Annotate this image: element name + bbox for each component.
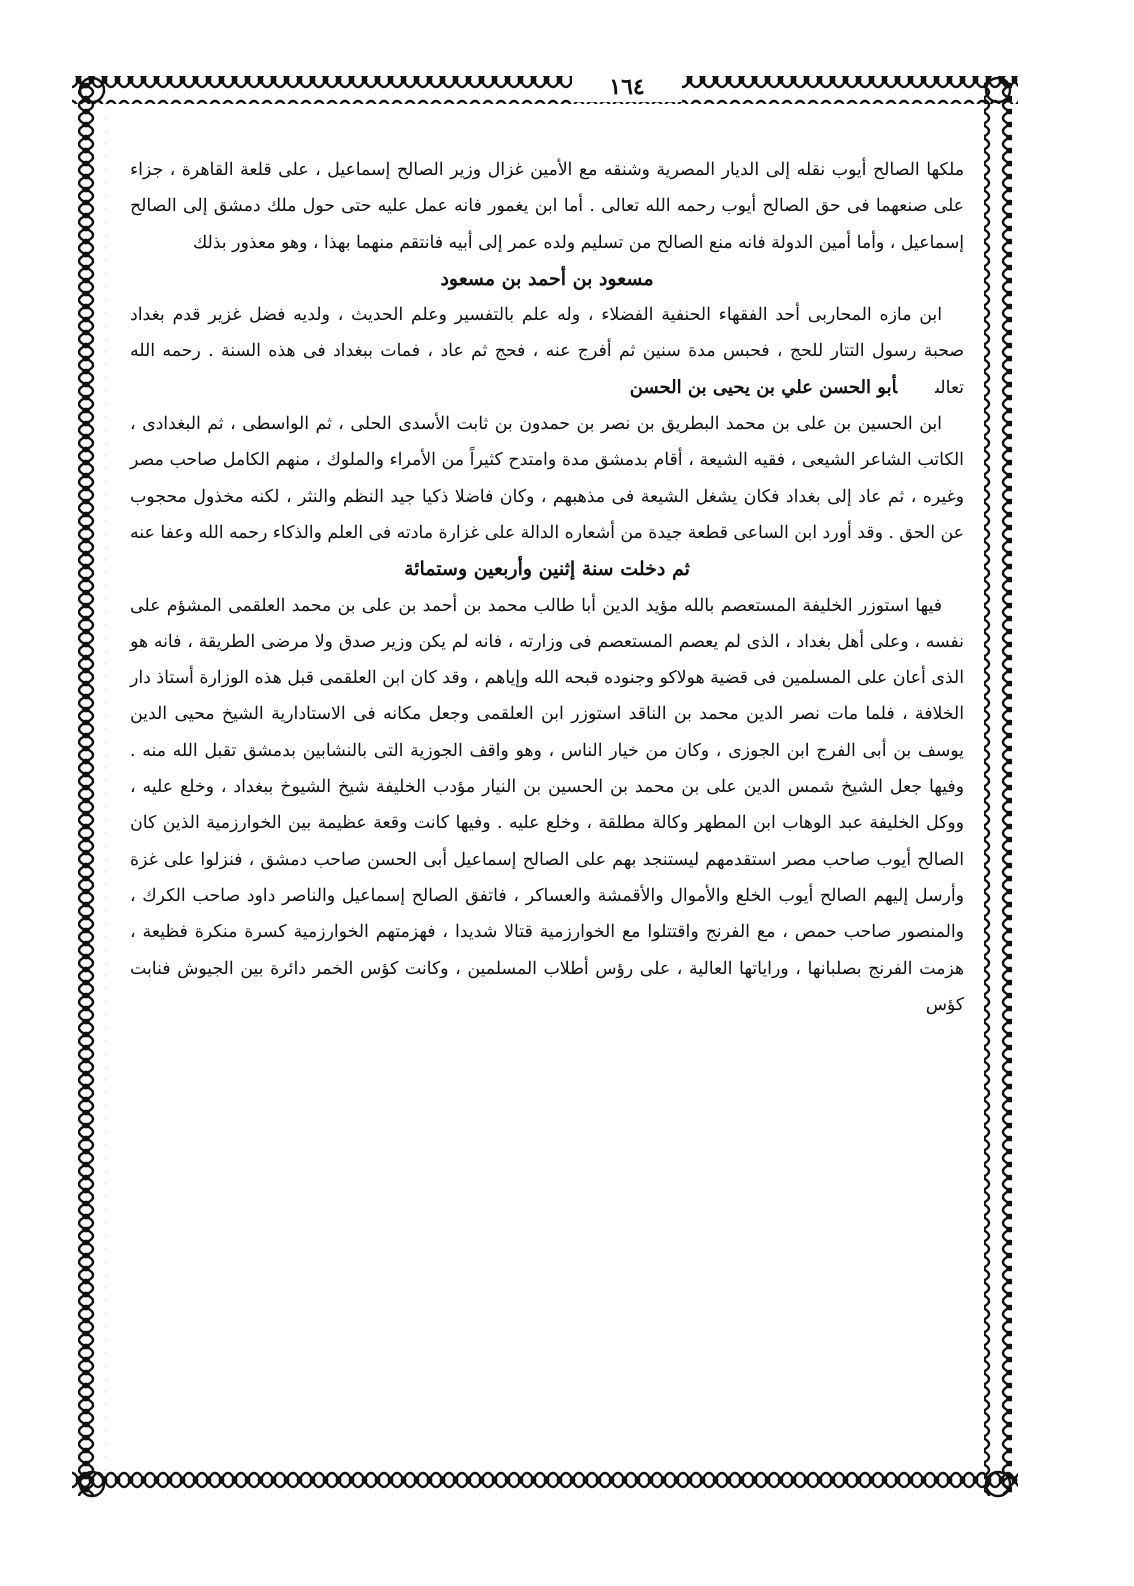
year-heading: ثم دخلت سنة إثنين وأربعين وستمائة	[404, 558, 690, 581]
entry-heading-masud: مسعود بن أحمد بن مسعود	[440, 267, 654, 290]
page-body	[130, 152, 964, 1023]
entry-heading-abu-al-hasan: أبو الحسن علي بن يحيى بن الحسن	[629, 376, 898, 398]
ornamental-frame	[72, 66, 1018, 1506]
page-number: ١٦٤	[572, 72, 682, 102]
paragraph-3: ابن الحسين بن على بن محمد البطريق بن نصر بن حمدون بن ثابت الأسدى الحلى ، ثم الواسطى ، ثم البغدادى ، الكاتب الشاعر الشيعى ، فقيه الشيعة ، أقام بدمشق مدة وامتدح كثيراً من الأمراء والملوك ، منهم الكامل صاحب مصر وغيره ، ثم عاد إلى بغداد فكان يشغل الشيعة فى مذهبهم ، وكان فاضلا ذكيا جيد النظم والنثر ، لكنه مخذول محجوب عن الحق . وقد أورد ابن الساعى قطعة جيدة من أشعاره الدالة على غزارة مادته فى العلم والذكاء رحمه الله وعفا عنه	[130, 414, 964, 543]
paragraph-2	[130, 297, 964, 406]
paragraph-4: فيها استوزر الخليفة المستعصم بالله مؤيد الدين أبا طالب محمد بن أحمد بن على بن محمد العلقمى المشؤم على نفسه ، وعلى أهل بغداد ، الذى لم يعصم المستعصم فى وزارته ، فانه لم يكن وزير صدق ولا مرضى الطريقة ، فانه هو الذى أعان على المسلمين فى قضية هولاكو وجنوده قبحه الله وإياهم ، وقد كان ابن العلقمى قبل هذه الوزارة أستاذ دار الخلافة ، فلما مات نصر الدين محمد بن الناقد استوزر ابن العلقمى وجعل مكانه فى الاستادارية الشيخ محيى الدين يوسف بن أبى الفرج ابن الجوزى ، وكان من خيار الناس ، وهو واقف الجوزية التى بالنشابين بدمشق تقبل الله منه . وفيها جعل الشيخ شمس الدين على بن محمد بن الحسين بن النيار مؤدب الخليفة شيخ الشيوخ ببغداد ، وخلع عليه ، ووكل الخليفة عبد الوهاب ابن المطهر وكالة مطلقة ، وخلع عليه . وفيها كانت وقعة عظيمة بين الخوارزمية الذين كان الصالح أيوب صاحب مصر استقدمهم ليستنجد بهم على الصالح إسماعيل أبى الحسن صاحب دمشق ، فنزلوا على غزة وأرسل إليهم الصالح أيوب الخلع والأموال والأقمشة والعساكر ، فاتفق الصالح إسماعيل والناصر داود صاحب الكرك ، والمنصور صاحب حمص ، مع الفرنج واقتتلوا مع الخوارزمية قتالا شديدا ، فهزمتهم الخوارزمية كسرة منكرة فظيعة ، هزمت الفرنج بصلبانها ، وراياتها العالية ، على رؤس أطلاب المسلمين ، وكانت كؤس الخمر دائرة بين الجيوش فنابت كؤس	[130, 595, 964, 1015]
paragraph-2-text: ابن مازه المحاربى أحد الفقهاء الحنفية الفضلاء ، وله علم بالتفسير وعلم الحديث ، ولديه فضل غزير قدم بغداد صحبة رسول التتار للحج ، فحبس مدة سنين ثم أفرج عنه ، فحج ثم عاد ، فمات ببغداد فى هذه السنة . رحمه الله تعالى	[130, 305, 964, 398]
paragraph-1: ملكها الصالح أيوب نقله إلى الديار المصرية وشنقه مع الأمين غزال وزير الصالح إسماعيل ، على قلعة القاهرة ، جزاء على صنعهما فى حق الصالح أيوب رحمه الله تعالى . أما ابن يغمور فانه عمل عليه حتى حول ملك دمشق إلى الصالح إسماعيل ، وأما أمين الدولة فانه منع الصالح من تسليم ولده عمر إلى أبيه فانتقم منهما بهذا ، وهو معذور بذلك	[130, 160, 964, 253]
